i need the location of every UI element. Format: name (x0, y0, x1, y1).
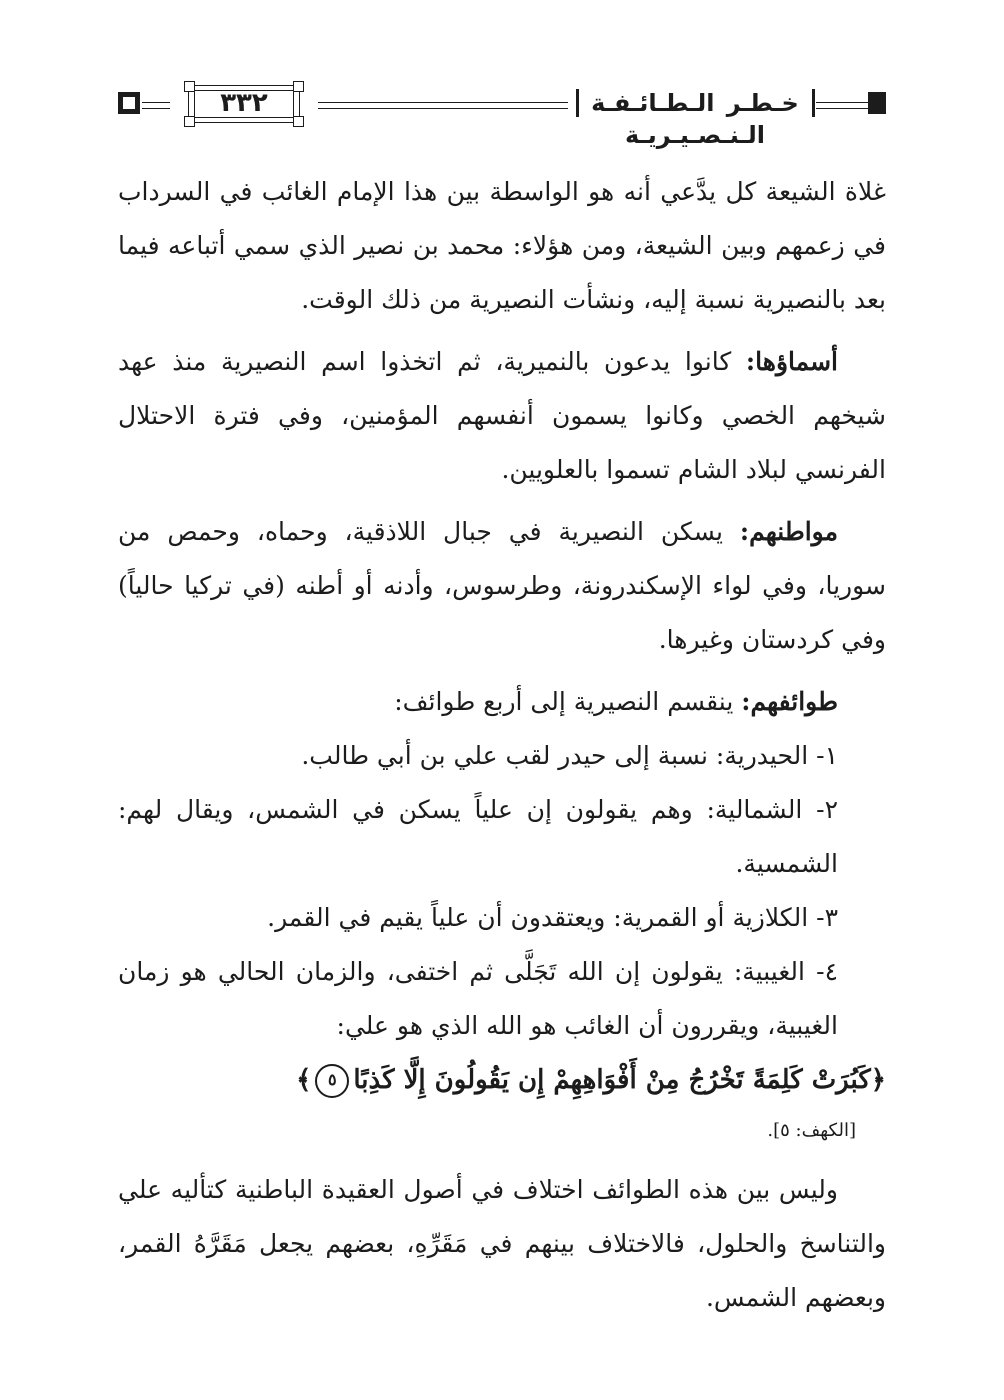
homelands-paragraph (118, 505, 886, 667)
running-title: خـطـر الـطـائـفـة الـنـصـيـريـة (591, 89, 799, 149)
page-body (118, 165, 886, 1325)
list-item: ٢- الشمالية: وهم يقولون إن علياً يسكن في الشمس، ويقال لهم: الشمسية. (118, 795, 838, 878)
homelands-text: يسكن النصيرية في جبال اللاذقية، وحماه، وحمص من سوريا، وفي لواء الإسكندرونة، وطرسوس، وأدنه أو أطنه (في تركيا حالياً) وفي كردستان وغيرها. (118, 517, 886, 654)
names-heading: أسماؤها: (745, 347, 838, 376)
quran-citation: [الكهف: ٥]. (767, 1120, 856, 1141)
header-rule (318, 102, 568, 109)
quran-close-bracket: ﴾ (296, 1065, 312, 1095)
names-paragraph (118, 335, 886, 497)
quran-text: كَبُرَتْ كَلِمَةً تَخْرُجُ مِنْ أَفْوَاهِهِمْ إِن يَقُولُونَ إِلَّا كَذِبًا (353, 1065, 871, 1095)
homelands-heading: مواطنهم: (739, 517, 838, 546)
ayah-number-marker: ٥ (315, 1064, 349, 1098)
header-ornament-block (868, 92, 886, 114)
header-rule (142, 102, 170, 109)
header-rule (816, 102, 868, 109)
list-item: ٣- الكلازية أو القمرية: ويعتقدون أن علياً يقيم في القمر. (267, 903, 838, 932)
header-divider (812, 89, 815, 117)
sects-heading: طوائفهم: (741, 687, 838, 716)
page-number: ٣٣٢ (220, 88, 268, 118)
sects-paragraph (118, 675, 886, 729)
header-divider (576, 89, 579, 117)
page-number-frame (188, 85, 300, 123)
quran-verse (118, 1053, 886, 1107)
names-text: كانوا يدعون بالنميرية، ثم اتخذوا اسم النصيرية منذ عهد شيخهم الخصي وكانوا يسمون أنفسهم المؤمنين، وفي فترة الاحتلال الفرنسي لبلاد الشام تسموا بالعلويين. (118, 347, 886, 484)
intro-paragraph: غلاة الشيعة كل يدَّعي أنه هو الواسطة بين هذا الإمام الغائب في السرداب في زعمهم وبين الشيعة، ومن هؤلاء: محمد بن نصير الذي سمي أتباعه فيما بعد بالنصيرية نسبة إليه، ونشأت النصيرية من ذلك الوقت. (118, 177, 886, 314)
running-header (118, 85, 886, 149)
closing-paragraph: وليس بين هذه الطوائف اختلاف في أصول العقيدة الباطنية كتأليه علي والتناسخ والحلول، فالاختلاف بينهم في مَقَرِّهِ، بعضهم يجعل مَقَرَّهُ القمر، وبعضهم الشمس. (118, 1175, 886, 1312)
list-item: ٤- الغيبية: يقولون إن الله تَجَلَّى ثم اختفى، والزمان الحالي هو زمان الغيبية، ويقررون أن الغائب هو الله الذي هو علي: (118, 957, 838, 1040)
list-item: ١- الحيدرية: نسبة إلى حيدر لقب علي بن أبي طالب. (301, 741, 838, 770)
quran-open-bracket: ﴿ (870, 1065, 886, 1095)
header-ornament-square (118, 92, 140, 114)
sects-text: ينقسم النصيرية إلى أربع طوائف: (394, 687, 742, 716)
